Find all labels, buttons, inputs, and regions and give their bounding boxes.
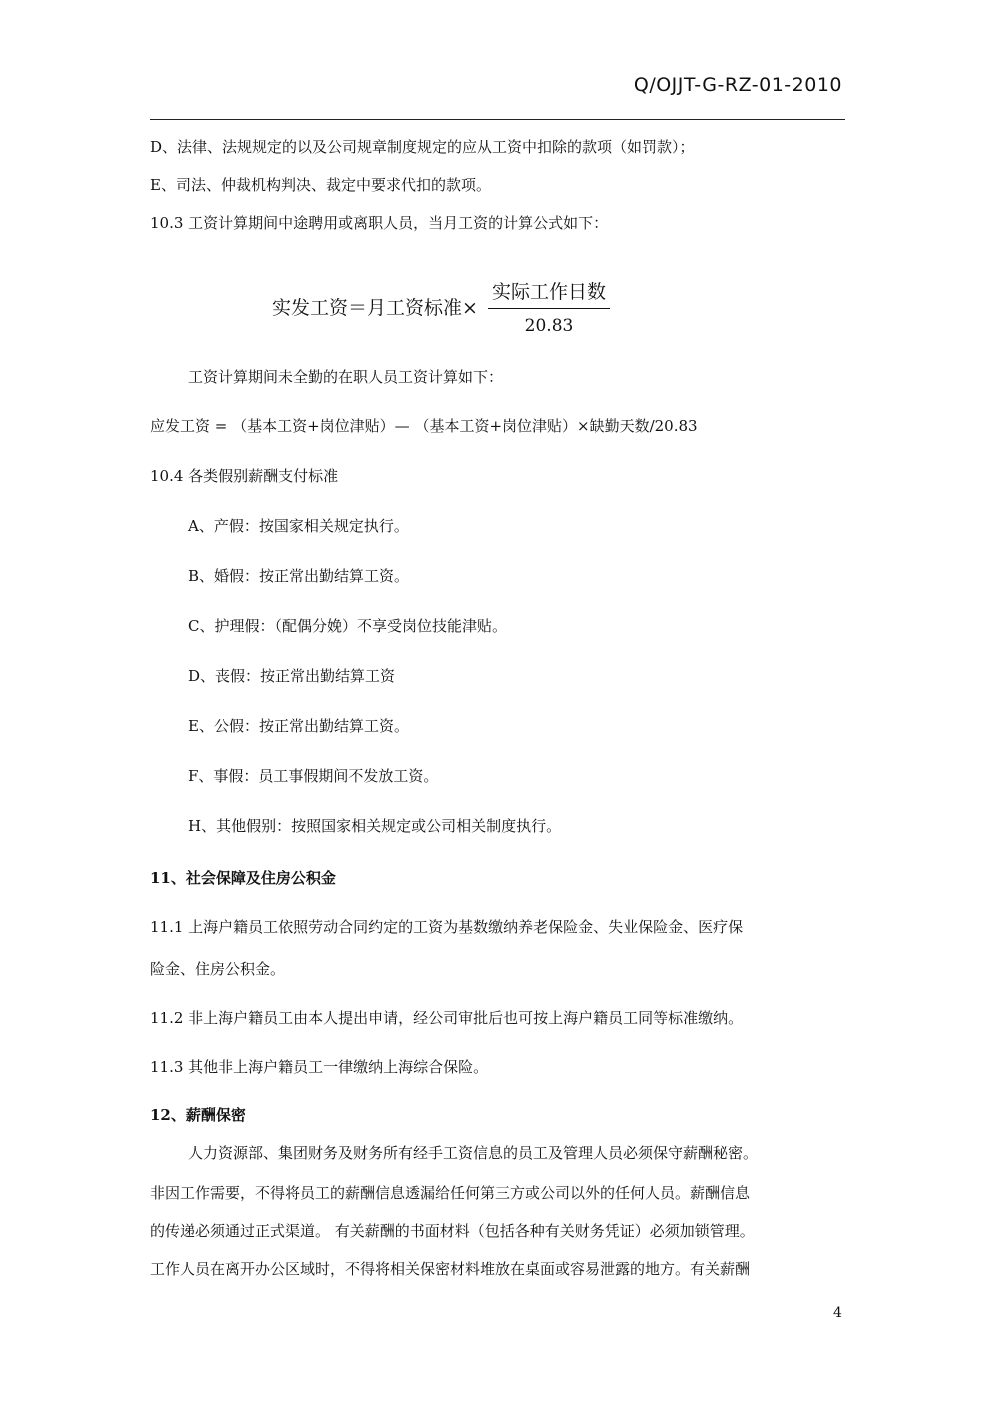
section-10-3: 10.3 工资计算期间中途聘用或离职人员，当月工资的计算公式如下：	[150, 214, 609, 232]
leave-b: B、婚假：按正常出勤结算工资。	[188, 567, 410, 585]
formula-denominator: 20.83	[524, 316, 574, 336]
confidentiality-para-line3: 的传递必须通过正式渠道。 有关薪酬的书面材料（包括各种有关财务凭证）必须加锁管理。	[150, 1222, 755, 1240]
document-code: Q/OJJT-G-RZ-01-2010	[633, 74, 842, 96]
header-rule	[150, 119, 845, 120]
page-number: 4	[833, 1305, 842, 1321]
section-11-3: 11.3 其他非上海户籍员工一律缴纳上海综合保险。	[150, 1058, 489, 1076]
payable-formula: 应发工资 = （基本工资+岗位津贴）— （基本工资+岗位津贴）×缺勤天数/20.83	[150, 417, 698, 435]
section-12-heading: 12、薪酬保密	[150, 1106, 246, 1124]
confidentiality-para-line4: 工作人员在离开办公区域时，不得将相关保密材料堆放在桌面或容易泄露的地方。有关薪酬	[150, 1260, 751, 1278]
section-11-1-line1: 11.1 上海户籍员工依照劳动合同约定的工资为基数缴纳养老保险金、失业保险金、医疗保	[150, 918, 744, 936]
confidentiality-para-line2: 非因工作需要，不得将员工的薪酬信息透漏给任何第三方或公司以外的任何人员。薪酬信息	[150, 1184, 751, 1202]
not-full-attendance-intro: 工资计算期间未全勤的在职人员工资计算如下：	[188, 368, 504, 386]
leave-e: E、公假：按正常出勤结算工资。	[188, 717, 409, 735]
leave-a: A、产假：按国家相关规定执行。	[188, 517, 409, 535]
section-11-heading: 11、社会保障及住房公积金	[150, 869, 336, 887]
leave-d: D、丧假：按正常出勤结算工资	[188, 667, 396, 685]
formula-fraction	[488, 280, 610, 337]
leave-f: F、事假：员工事假期间不发放工资。	[188, 767, 439, 785]
formula-numerator: 实际工作日数	[491, 281, 606, 303]
leave-h: H、其他假别：按照国家相关规定或公司相关制度执行。	[188, 817, 562, 835]
formula-left: 实发工资＝月工资标准×	[272, 297, 478, 319]
section-11-1-line2: 险金、住房公积金。	[150, 960, 286, 978]
fraction-bar	[488, 308, 610, 309]
section-10-4: 10.4 各类假别薪酬支付标准	[150, 467, 339, 485]
item-d-deduction: D、法律、法规规定的以及公司规章制度规定的应从工资中扣除的款项（如罚款）；	[150, 138, 695, 156]
leave-c: C、护理假：（配偶分娩）不享受岗位技能津贴。	[188, 617, 507, 635]
confidentiality-para-line1: 人力资源部、集团财务及财务所有经手工资信息的员工及管理人员必须保守薪酬秘密。	[188, 1144, 759, 1162]
section-11-2: 11.2 非上海户籍员工由本人提出申请，经公司审批后也可按上海户籍员工同等标准缴纳。	[150, 1009, 744, 1027]
item-e-deduction: E、司法、仲裁机构判决、裁定中要求代扣的款项。	[150, 176, 491, 194]
